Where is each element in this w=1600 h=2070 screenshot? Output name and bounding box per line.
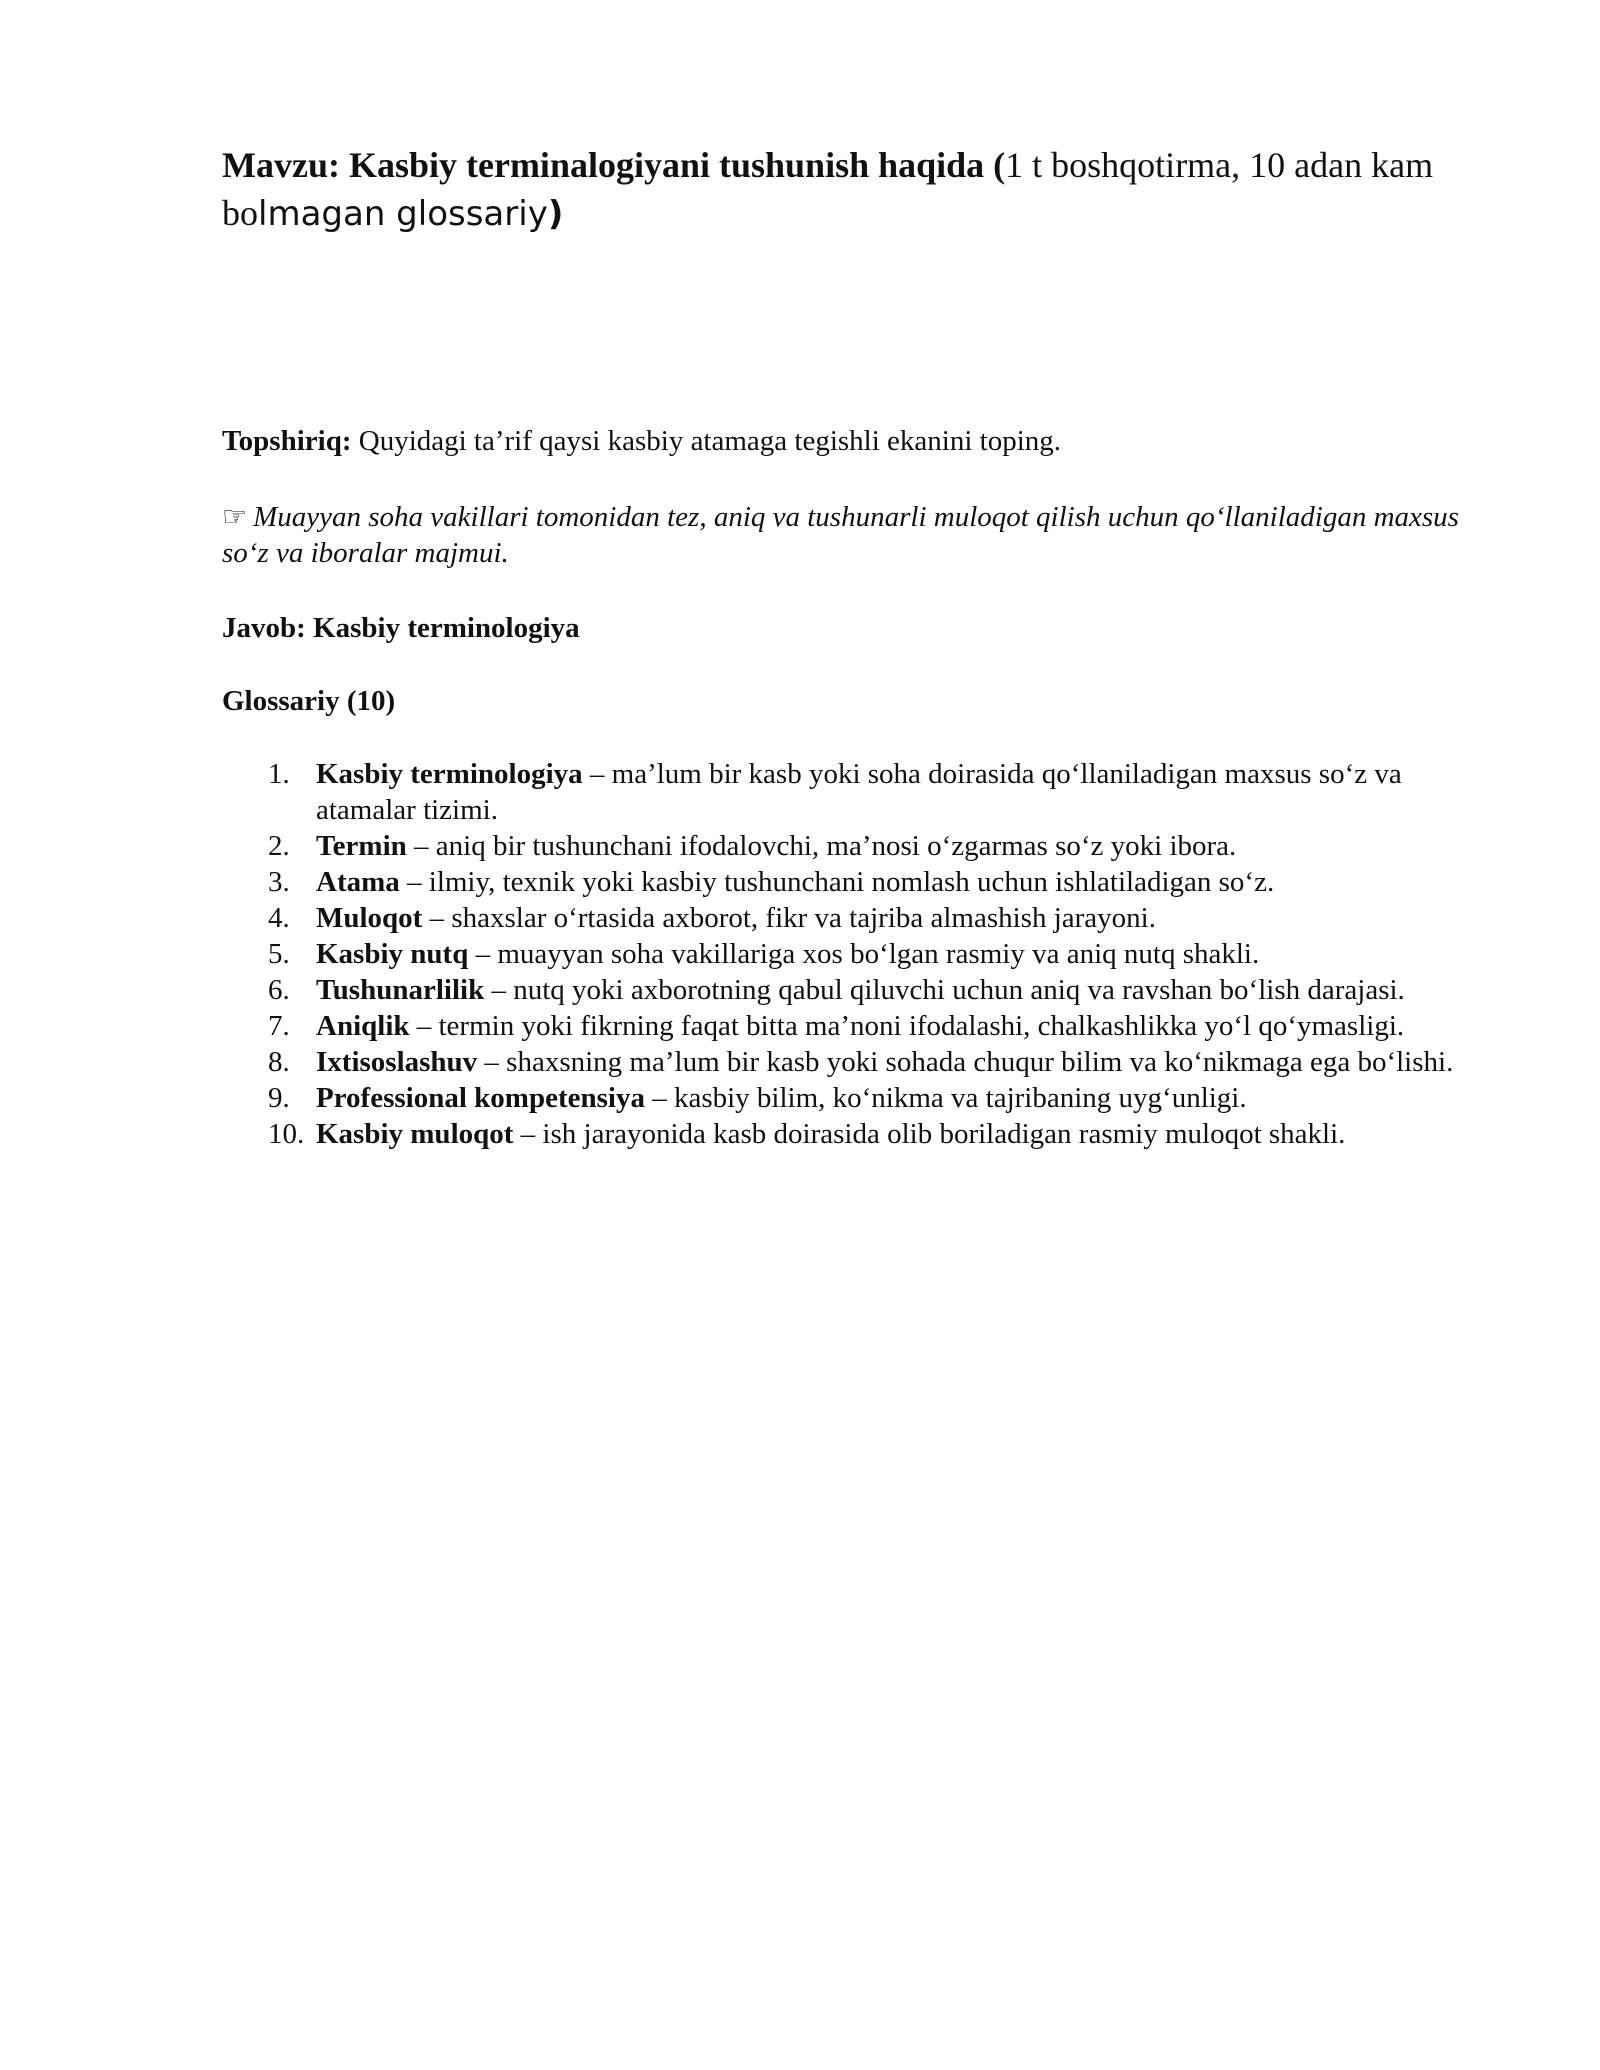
glossary-item <box>222 1008 1472 1044</box>
glossary-item-number: 3. <box>268 866 290 898</box>
glossary-definition: – ish jarayonida kasb doirasida olib boriladigan rasmiy muloqot shakli. <box>513 1118 1346 1150</box>
pointing-hand-icon: ☞ <box>222 500 248 533</box>
glossary-item-number: 9. <box>268 1082 290 1114</box>
document-page <box>222 0 1472 2070</box>
glossary-term: Kasbiy muloqot <box>316 1118 514 1150</box>
glossary-definition: – kasbiy bilim, ko‘nikma va tajribaning uyg‘unligi. <box>644 1082 1247 1114</box>
glossary-item <box>222 1044 1472 1080</box>
glossary-item-number: 5. <box>268 938 290 970</box>
definition-text: Muayyan soha vakillari tomonidan tez, aniq va tushunarli muloqot qilish uchun qo‘llaniladigan maxsus so‘z va iboralar majmui. <box>222 501 1459 569</box>
glossary-term: Aniqlik <box>316 1010 410 1042</box>
glossary-term: Atama <box>316 866 400 898</box>
glossary-item-number: 6. <box>268 974 290 1006</box>
glossary-definition: – shaxslar o‘rtasida axborot, fikr va tajriba almashish jarayoni. <box>422 902 1156 934</box>
task-text: Quyidagi ta’rif qaysi kasbiy atamaga tegishli ekanini toping. <box>351 425 1062 457</box>
glossary-item <box>222 936 1472 972</box>
glossary-definition: – ilmiy, texnik yoki kasbiy tushunchani nomlash uchun ishlatiladigan so‘z. <box>399 866 1275 898</box>
glossary-term: Tushunarlilik <box>316 974 485 1006</box>
glossary-definition: – shaxsning ma’lum bir kasb yoki sohada chuqur bilim va ko‘nikmaga ega bo‘lishi. <box>477 1046 1454 1078</box>
glossary-term: Professional kompetensiya <box>316 1082 645 1114</box>
glossary-item <box>222 864 1472 900</box>
glossary-term: Kasbiy nutq <box>316 938 469 970</box>
glossary-definition: – aniq bir tushunchani ifodalovchi, ma’nosi o‘zgarmas so‘z yoki ibora. <box>406 830 1237 862</box>
glossary-item <box>222 1080 1472 1116</box>
glossary-definition: – muayyan soha vakillariga xos bo‘lgan rasmiy va aniq nutq shakli. <box>468 938 1260 970</box>
glossary-item <box>222 828 1472 864</box>
glossary-item-number: 1. <box>268 758 290 790</box>
glossary-item <box>222 972 1472 1008</box>
task-paragraph <box>222 423 1472 459</box>
title-close-paren: ) <box>547 194 564 234</box>
glossary-definition: – termin yoki fikrning faqat bitta ma’noni ifodalashi, chalkashlikka yo‘l qo‘ymasligi. <box>409 1010 1405 1042</box>
glossary-item-number: 7. <box>268 1010 290 1042</box>
glossary-item-number: 8. <box>268 1046 290 1078</box>
glossary-item-number: 2. <box>268 830 290 862</box>
glossary-term: Ixtisoslashuv <box>316 1046 478 1078</box>
glossary-term: Termin <box>316 830 407 862</box>
task-label: Topshiriq: <box>222 425 352 457</box>
glossary-item <box>222 900 1472 936</box>
glossary-item <box>222 756 1472 828</box>
glossary-heading: Glossariy (10) <box>222 685 396 717</box>
definition-paragraph <box>222 499 1472 571</box>
answer-line: Javob: Kasbiy terminologiya <box>222 612 580 644</box>
glossary-term: Kasbiy terminologiya <box>316 758 583 790</box>
glossary-list <box>222 756 1472 1152</box>
glossary-item <box>222 1116 1472 1152</box>
glossary-definition: – ma’lum bir kasb yoki soha doirasida qo‘llaniladigan maxsus so‘z va atamalar tizimi. <box>316 758 1402 826</box>
glossary-term: Muloqot <box>316 902 423 934</box>
title-topic: Mavzu: Kasbiy terminalogiyani tushunish haqida ( <box>222 145 1006 185</box>
glossary-item-number: 4. <box>268 902 290 934</box>
page-title <box>222 141 1472 238</box>
title-note-serif: 1 t boshqotirma, 10 adan kam bo <box>222 145 1434 233</box>
title-note-sans: lmagan glossariy <box>258 194 548 234</box>
glossary-item-number: 10. <box>268 1118 305 1150</box>
glossary-definition: – nutq yoki axborotning qabul qiluvchi uchun aniq va ravshan bo‘lish darajasi. <box>484 974 1405 1006</box>
